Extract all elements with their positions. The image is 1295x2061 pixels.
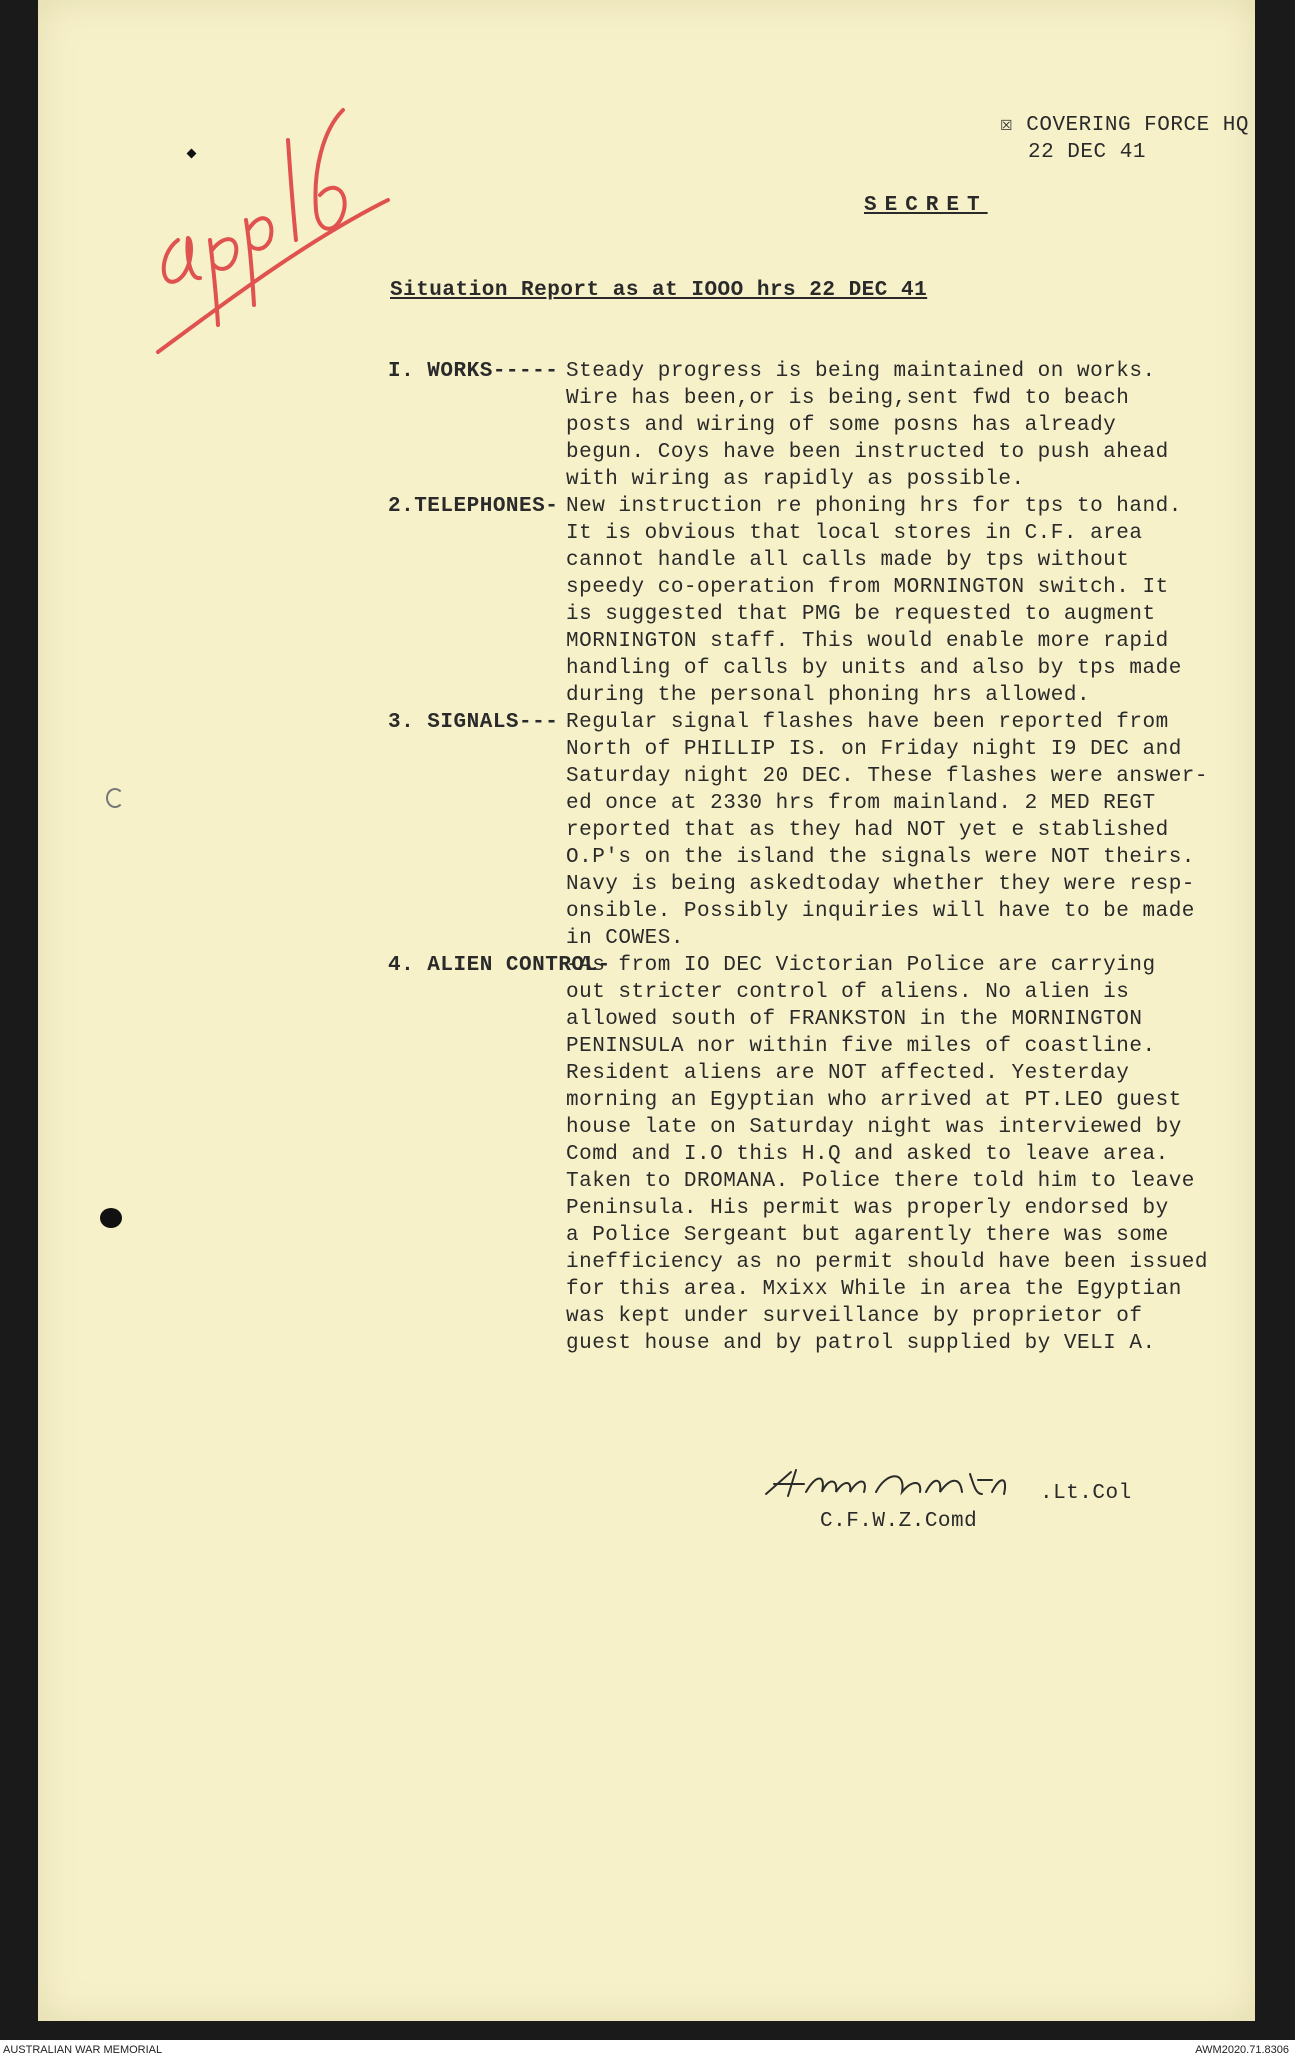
item-line: house late on Saturday night was interviewed by [566, 1116, 1182, 1139]
item-line: reported that as they had NOT yet e stablished [566, 819, 1169, 842]
item-line: with wiring as rapidly as possible. [566, 468, 1025, 491]
item-lead: I. WORKS----- [388, 360, 559, 383]
punch-ring-mark [106, 788, 124, 808]
item-lead: 3. SIGNALS--- [388, 711, 559, 734]
document-page [38, 0, 1255, 2021]
item-line: O.P's on the island the signals were NOT theirs. [566, 846, 1195, 869]
item-line: Wire has been,or is being,sent fwd to beach [566, 387, 1130, 410]
item-alien-control [388, 952, 1295, 1357]
item-line: Peninsula. His permit was properly endorsed by [566, 1197, 1169, 1220]
handwritten-signature [756, 1464, 1056, 1504]
item-line: Comd and I.O this H.Q and asked to leave area. [566, 1143, 1169, 1166]
footer-institution: AUSTRALIAN WAR MEMORIAL [3, 2044, 163, 2056]
item-line: a Police Sergeant but agarently there was some [566, 1224, 1169, 1247]
archive-footer [0, 2040, 1295, 2061]
item-line: Saturday night 20 DEC. These flashes were answer- [566, 765, 1209, 788]
item-signals [388, 709, 1295, 952]
item-line: is suggested that PMG be requested to augment [566, 603, 1156, 626]
item-line: morning an Egyptian who arrived at PT.LEO guest [566, 1089, 1182, 1112]
item-line: begun. Coys have been instructed to push ahead [566, 441, 1169, 464]
item-line: onsible. Possibly inquiries will have to be made [566, 900, 1195, 923]
item-lead: 2.TELEPHONES- [388, 495, 559, 518]
item-line: handling of calls by units and also by tps made [566, 657, 1182, 680]
header-date: 22 DEC 41 [1028, 141, 1146, 164]
report-items [388, 358, 1295, 1357]
item-line: North of PHILLIP IS. on Friday night I9 DEC and [566, 738, 1182, 761]
item-line: New instruction re phoning hrs for tps to hand. [566, 495, 1182, 518]
item-line: guest house and by patrol supplied by VELI A. [566, 1332, 1156, 1355]
signature-rank: .Lt.Col [1040, 1482, 1132, 1505]
item-line: allowed south of FRANKSTON in the MORNINGTON [566, 1008, 1143, 1031]
header-block [1000, 112, 1249, 166]
item-telephones [388, 493, 1295, 709]
item-line: It is obvious that local stores in C.F. area [566, 522, 1143, 545]
item-line: was kept under surveillance by proprietor of [566, 1305, 1143, 1328]
item-line: during the personal phoning hrs allowed. [566, 684, 1091, 707]
signature-title: C.F.W.Z.Comd [820, 1510, 978, 1533]
handwritten-annotation [138, 90, 398, 360]
punch-hole [100, 1208, 122, 1228]
hq-line: ☒ COVERING FORCE HQ [1000, 114, 1249, 137]
classification-label: SECRET [864, 194, 988, 217]
item-line: ed once at 2330 hrs from mainland. 2 MED REGT [566, 792, 1156, 815]
item-line: Steady progress is being maintained on works. [566, 360, 1156, 383]
item-line: cannot handle all calls made by tps without [566, 549, 1130, 572]
item-line: in COWES. [566, 927, 684, 950]
item-line: Navy is being askedtoday whether they were resp- [566, 873, 1195, 896]
item-line: -As from IO DEC Victorian Police are carrying [566, 954, 1156, 977]
item-line: MORNINGTON staff. This would enable more rapid [566, 630, 1169, 653]
item-line: inefficiency as no permit should have been issued [566, 1251, 1209, 1274]
item-line: Taken to DROMANA. Police there told him to leave [566, 1170, 1195, 1193]
footer-reference: AWM2020.71.8306 [1195, 2044, 1289, 2056]
item-lead: 4. ALIEN CONTROL- [388, 954, 611, 977]
item-line: out stricter control of aliens. No alien is [566, 981, 1130, 1004]
item-line: posts and wiring of some posns has already [566, 414, 1117, 437]
report-title: Situation Report as at IOOO hrs 22 DEC 41 [390, 279, 928, 302]
item-line: for this area. Mxixx While in area the Egyptian [566, 1278, 1182, 1301]
item-line: speedy co-operation from MORNINGTON switch. It [566, 576, 1169, 599]
item-line: PENINSULA nor within five miles of coastline. [566, 1035, 1156, 1058]
item-line: Resident aliens are NOT affected. Yesterday [566, 1062, 1130, 1085]
item-works [388, 358, 1295, 493]
item-line: Regular signal flashes have been reported from [566, 711, 1169, 734]
